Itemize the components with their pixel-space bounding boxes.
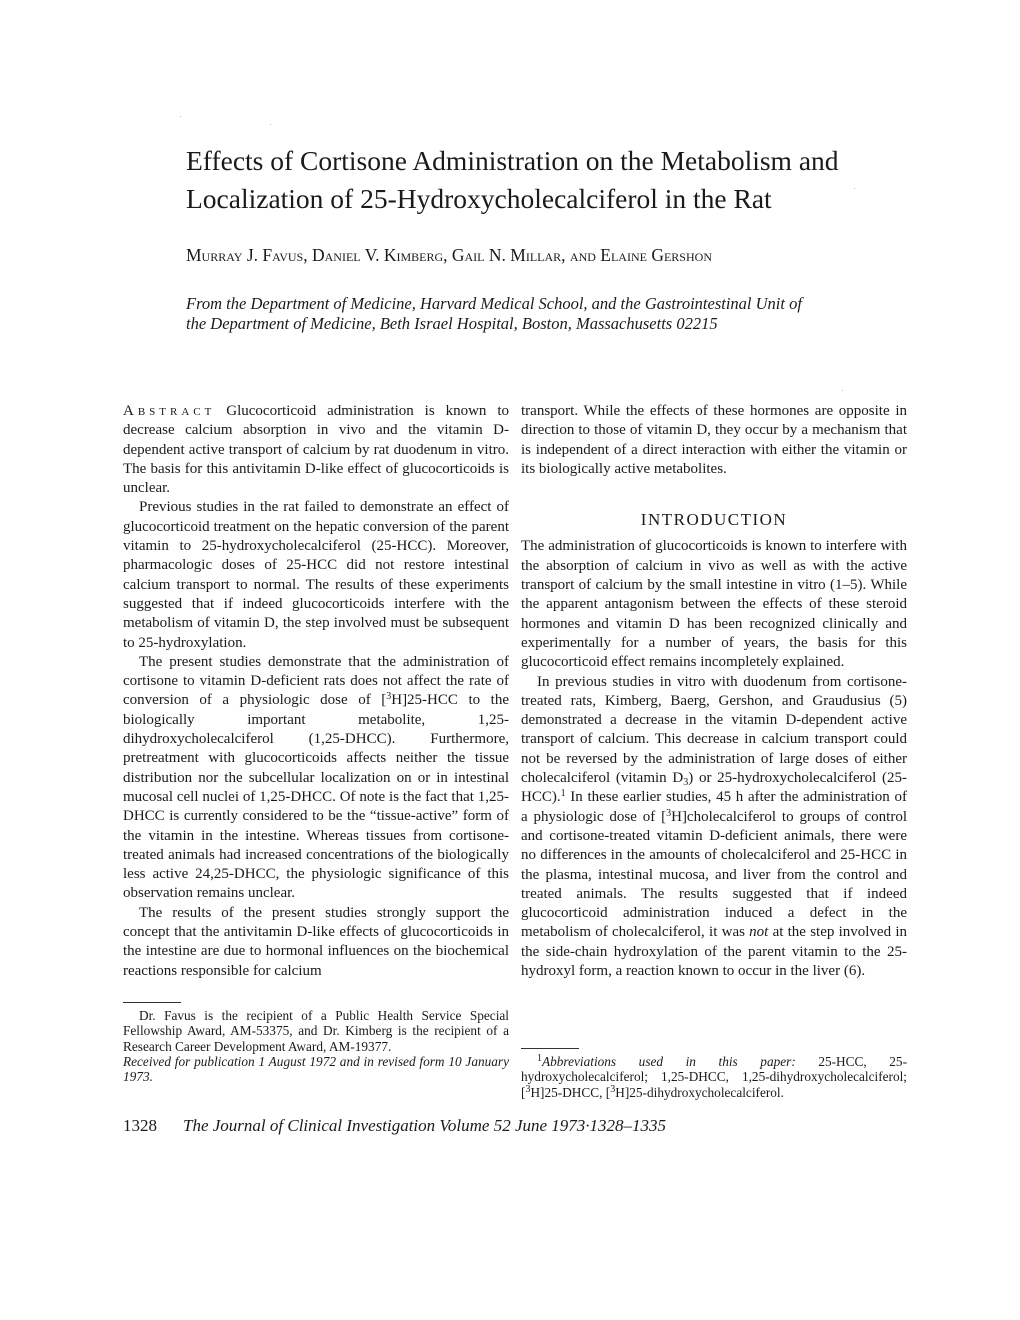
footnote-mark: 1 [537, 1053, 542, 1064]
abstract-paragraph-1 [123, 402, 509, 498]
abstract-text-3b: H]25-HCC to the biologically important metabolite, 1,25-dihydroxycholecalciferol (1,25-DHCC). Furthermore, pretreatment with glucocorticoids affects neither the tissue distribution nor the subcellular localization on or in intestinal mucosal cell nuclei of 1,25-DHCC. Of note is the fact that 1,25-DHCC is currently considered to be the “tissue-active” form of the vitamin in the intestine. Whereas tissues from cortisone-treated animals had increased concentrations of the biologically less active 24,25-DHCC, the physiologic significance of this observation remains unclear. [123, 692, 509, 902]
affiliation: From the Department of Medicine, Harvard Medical School, and the Gastrointestinal Unit of the Department of Medicine, Beth Israel Hospital, Boston, Massachusetts 02215 [186, 294, 802, 333]
intro-text-2d: H]cholecalciferol to groups of control and cortisone-treated vitamin D-deficient animals, there were no differences in the amounts of cholecalciferol and 25-HCC in the plasma, intestinal mucosa, and liver from the control and treated animals. The results suggested that if indeed glucocorticoid administration induced a defect in the metabolism of cholecalciferol, it was [521, 808, 907, 941]
subscript: 3 [683, 777, 689, 789]
funding-footnote: Dr. Favus is the recipient of a Public Health Service Special Fellowship Award, AM-53375, and Dr. Kimberg is the recipient of a Research Career Development Award, AM-19377. [123, 1008, 509, 1054]
abstract-paragraph-4: The results of the present studies strongly support the concept that the antivitamin D-like effects of glucocorticoids in the intestine are due to hormonal influences on the biochemical reactions responsible for calcium [123, 904, 509, 979]
abbrev-text-a: 25-HCC, 25-hydroxycholecalciferol; 1,25-DHCC, 1,25-dihydroxycholecalciferol; [ [521, 1054, 907, 1100]
footnote-rule [521, 1048, 579, 1049]
intro-text-2b: ) or 25-hydroxycholecalciferol (25-HCC). [521, 770, 908, 806]
superscript: 3 [610, 1083, 616, 1095]
author-list: Murray J. Favus, Daniel V. Kimberg, Gail N. Millar, and Elaine Gershon [186, 245, 712, 265]
intro-paragraph-1: The administration of glucocorticoids is known to interfere with the absorption of calcium in vivo as well as with the active transport of calcium by the small intestine in vitro (1–5). While the apparent antagonism between the effects of these steroid hormones and vitamin D has been recognized clinically and experimentally for a number of years, the basis for this glucocorticoid effect remains incompletely explained. [521, 538, 907, 671]
superscript: 3 [525, 1083, 531, 1095]
right-column [521, 402, 907, 981]
abbreviations-footnote [521, 1054, 907, 1100]
journal-citation: The Journal of Clinical Investigation Volume 52 June 1973·1328–1335 [183, 1116, 667, 1135]
footnote-rule [123, 1002, 181, 1003]
right-footnotes [521, 1048, 907, 1100]
left-column [123, 402, 509, 981]
superscript: 3 [386, 691, 392, 703]
abstract-label: Abstract [123, 403, 216, 419]
abstract-text-1: Glucocorticoid administration is known to decrease calcium absorption in vivo and the vitamin D-dependent active transport of calcium by rat duodenum in vitro. The basis for this antivitamin D-like effect of glucocorticoids is unclear. [123, 403, 509, 497]
received-note: Received for publication 1 August 1972 and in revised form 10 January 1973. [123, 1053, 509, 1085]
superscript: 3 [666, 807, 672, 819]
page-number: 1328 [123, 1116, 157, 1135]
section-heading-introduction: INTRODUCTION [640, 510, 788, 530]
abstract-continuation: transport. While the effects of these hormones are opposite in direction to those of vitamin D, they occur by a mechanism that is independent of a direct interaction with either the vitamin or its biologically active metabolites. [521, 403, 907, 477]
article-title: Effects of Cortisone Administration on the Metabolism and Localization of 25-Hydroxycholecalciferol in the Rat [186, 145, 839, 214]
abbreviations-label: Abbreviations used in this paper: [542, 1054, 796, 1069]
scan-speck [180, 116, 181, 117]
abstract-paragraph-3 [123, 653, 509, 904]
running-footer [123, 1115, 823, 1137]
intro-text-2e: at the step involved in the side-chain hydroxylation of the parent vitamin to the 25-hydroxyl form, a reaction known to occur in the liver (6). [521, 924, 907, 980]
intro-paragraph-2 [521, 673, 907, 982]
intro-text-2a: In previous studies in vitro with duodenum from cortisone-treated rats, Kimberg, Baerg, Gershon, and Graudusius (5) demonstrated a decrease in the vitamin D-dependent active transport of calcium. This decrease in calcium transport could not be reversed by the administration of large doses of either cholecalciferol (vitamin D [521, 673, 907, 787]
abbrev-text-b: H]25-DHCC, [ [530, 1084, 611, 1100]
scan-speck [842, 390, 843, 391]
scan-speck [270, 124, 271, 125]
emphasis: not [749, 924, 769, 941]
left-footnotes [123, 1002, 509, 1084]
abstract-text-3a: The present studies demonstrate that the administration of cortisone to vitamin D-deficient rats does not affect the rate of conversion of a physiologic dose of [ [123, 653, 509, 709]
abbrev-text-c: H]25-dihydroxycholecalciferol. [615, 1084, 784, 1100]
abstract-paragraph-2: Previous studies in the rat failed to demonstrate an effect of glucocorticoid treatment on the hepatic conversion of the parent vitamin to 25-hydroxycholecalciferol (25-HCC). Moreover, pharmacologic doses of 25-HCC did not restore intestinal calcium transport to normal. The results of these experiments suggested that if indeed glucocorticoids interfere with the metabolism of vitamin D, the step involved must be subsequent to 25-hydroxylation. [123, 499, 509, 651]
intro-text-2c: In these earlier studies, 45 h after the administration of a physiologic dose of [ [521, 789, 907, 825]
footnote-marker: 1 [560, 788, 566, 800]
